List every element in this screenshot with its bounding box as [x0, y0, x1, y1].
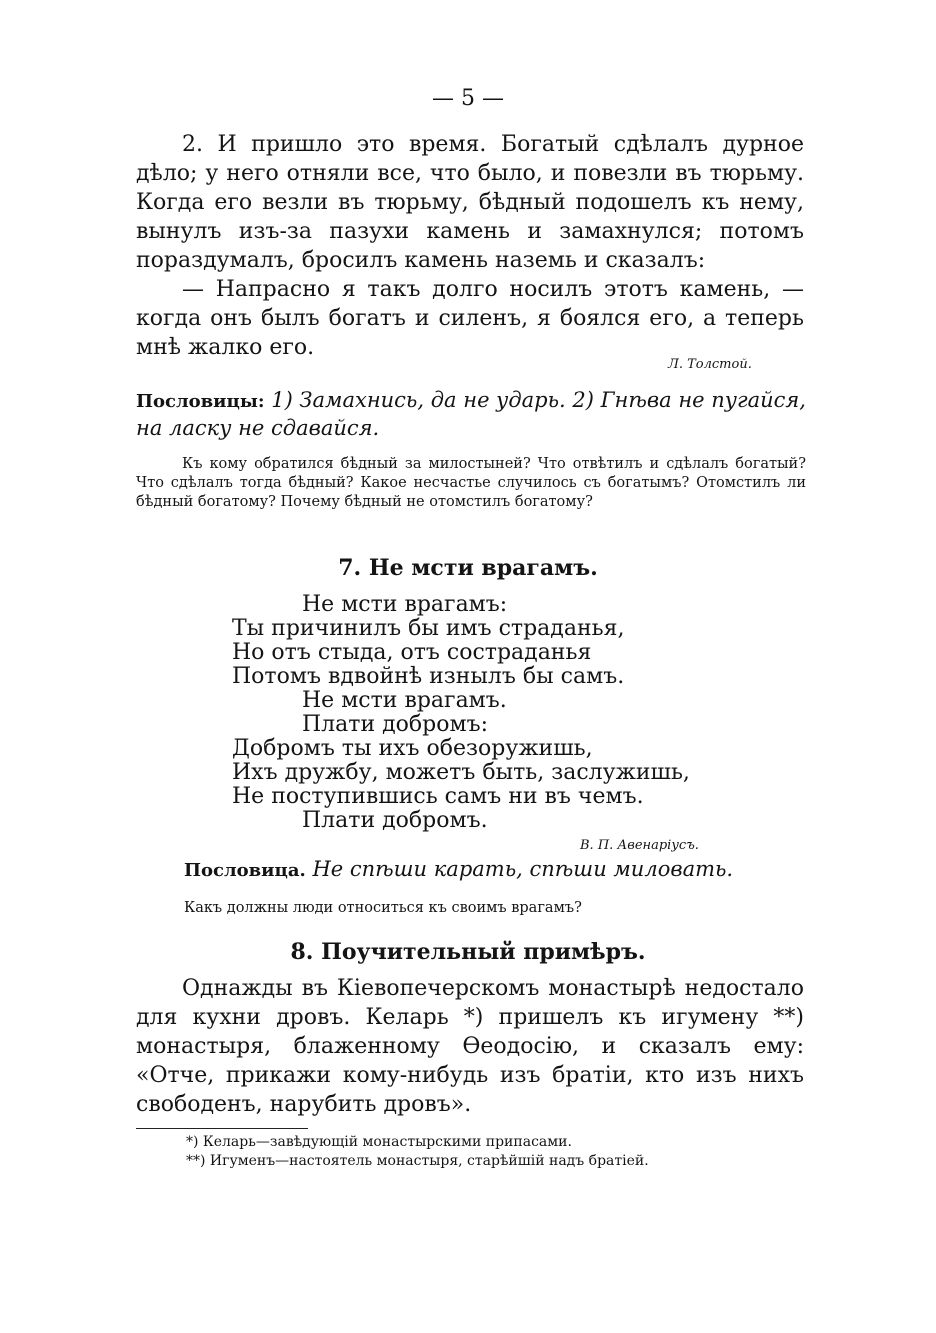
section-7-title: 7. Не мсти врагамъ. [338, 555, 598, 581]
footnote-1: *) Келарь—завѣдующій монастырскими припасами. [186, 1134, 572, 1150]
story-author: Л. Толстой. [668, 357, 752, 372]
poem-line: Не мсти врагамъ. [302, 688, 507, 713]
footnote-2: **) Игуменъ—настоятель монастыря, старѣйшій надъ братіей. [186, 1153, 649, 1169]
poem-line: Плати добромъ. [302, 808, 488, 833]
poem-line: Ихъ дружбу, можетъ быть, заслужишь, [232, 760, 690, 785]
story-part2-paragraph1 [136, 130, 804, 275]
story-part2-paragraph2 [136, 275, 804, 362]
proverbs-label: Пословицы: [136, 391, 265, 412]
proverbs-block-1 [136, 387, 806, 441]
poem [232, 593, 690, 833]
poem-line: Ты причинилъ бы имъ страданья, [232, 616, 625, 641]
poem-line: Не поступившись самъ ни въ чемъ. [232, 784, 644, 809]
section-8-title: 8. Поучительный примѣръ. [290, 939, 646, 965]
story-paragraph1-text: 2. И пришло это время. Богатый сдѣлалъ дурное дѣло; у него отняли все, что было, и повезли въ тюрьму. Когда его везли въ тюрьму, бѣдный подошелъ къ нему, вынулъ изъ-за пазухи камень и замахнулся; потомъ пораздумалъ, бросилъ камень наземь и сказалъ: [136, 132, 804, 273]
section-8-paragraph [136, 974, 804, 1119]
poem-line: Но отъ стыда, отъ состраданья [232, 640, 592, 665]
page-number: — 5 — [432, 86, 504, 111]
poem-author: В. П. Авенаріусъ. [580, 838, 699, 853]
story-paragraph2-text: — Напрасно я такъ долго носилъ этотъ камень, — когда онъ былъ богатъ и силенъ, я боялся его, а теперь мнѣ жалко его. [136, 277, 804, 360]
proverbs-text: 1) Замахнись, да не ударь. 2) Гнѣва не пугайся, на ласку не сдавайся. [136, 388, 806, 440]
poem-line: Плати добромъ: [302, 712, 488, 737]
poem-line: Добромъ ты ихъ обезоружишь, [232, 736, 593, 761]
section-7-question: Какъ должны люди относиться къ своимъ врагамъ? [184, 900, 582, 916]
proverb-text: Не спѣши карать, спѣши миловать. [312, 857, 734, 881]
poem-line: Потомъ вдвойнѣ изнылъ бы самъ. [232, 664, 625, 689]
proverb-label: Пословица. [184, 860, 306, 881]
proverb-block-2 [184, 856, 804, 884]
questions-block-1: Къ кому обратился бѣдный за милостыней? Что отвѣтилъ и сдѣлалъ богатый? Что сдѣлалъ тогда бѣдный? Какое несчастье случилось съ богатымъ? Отомстилъ ли бѣдный богатому? Почему бѣдный не отомстилъ богатому? [136, 456, 806, 510]
section-8-paragraph-text: Однажды въ Кіевопечерскомъ монастырѣ недостало для кухни дровъ. Келарь *) пришелъ къ игумену **) монастыря, блаженному Ѳеодосію, и сказалъ ему: «Отче, прикажи кому-нибудь изъ братіи, кто изъ нихъ свободенъ, нарубить дровъ». [136, 976, 804, 1117]
footnote-divider [136, 1128, 308, 1129]
poem-line: Не мсти врагамъ: [302, 592, 508, 617]
